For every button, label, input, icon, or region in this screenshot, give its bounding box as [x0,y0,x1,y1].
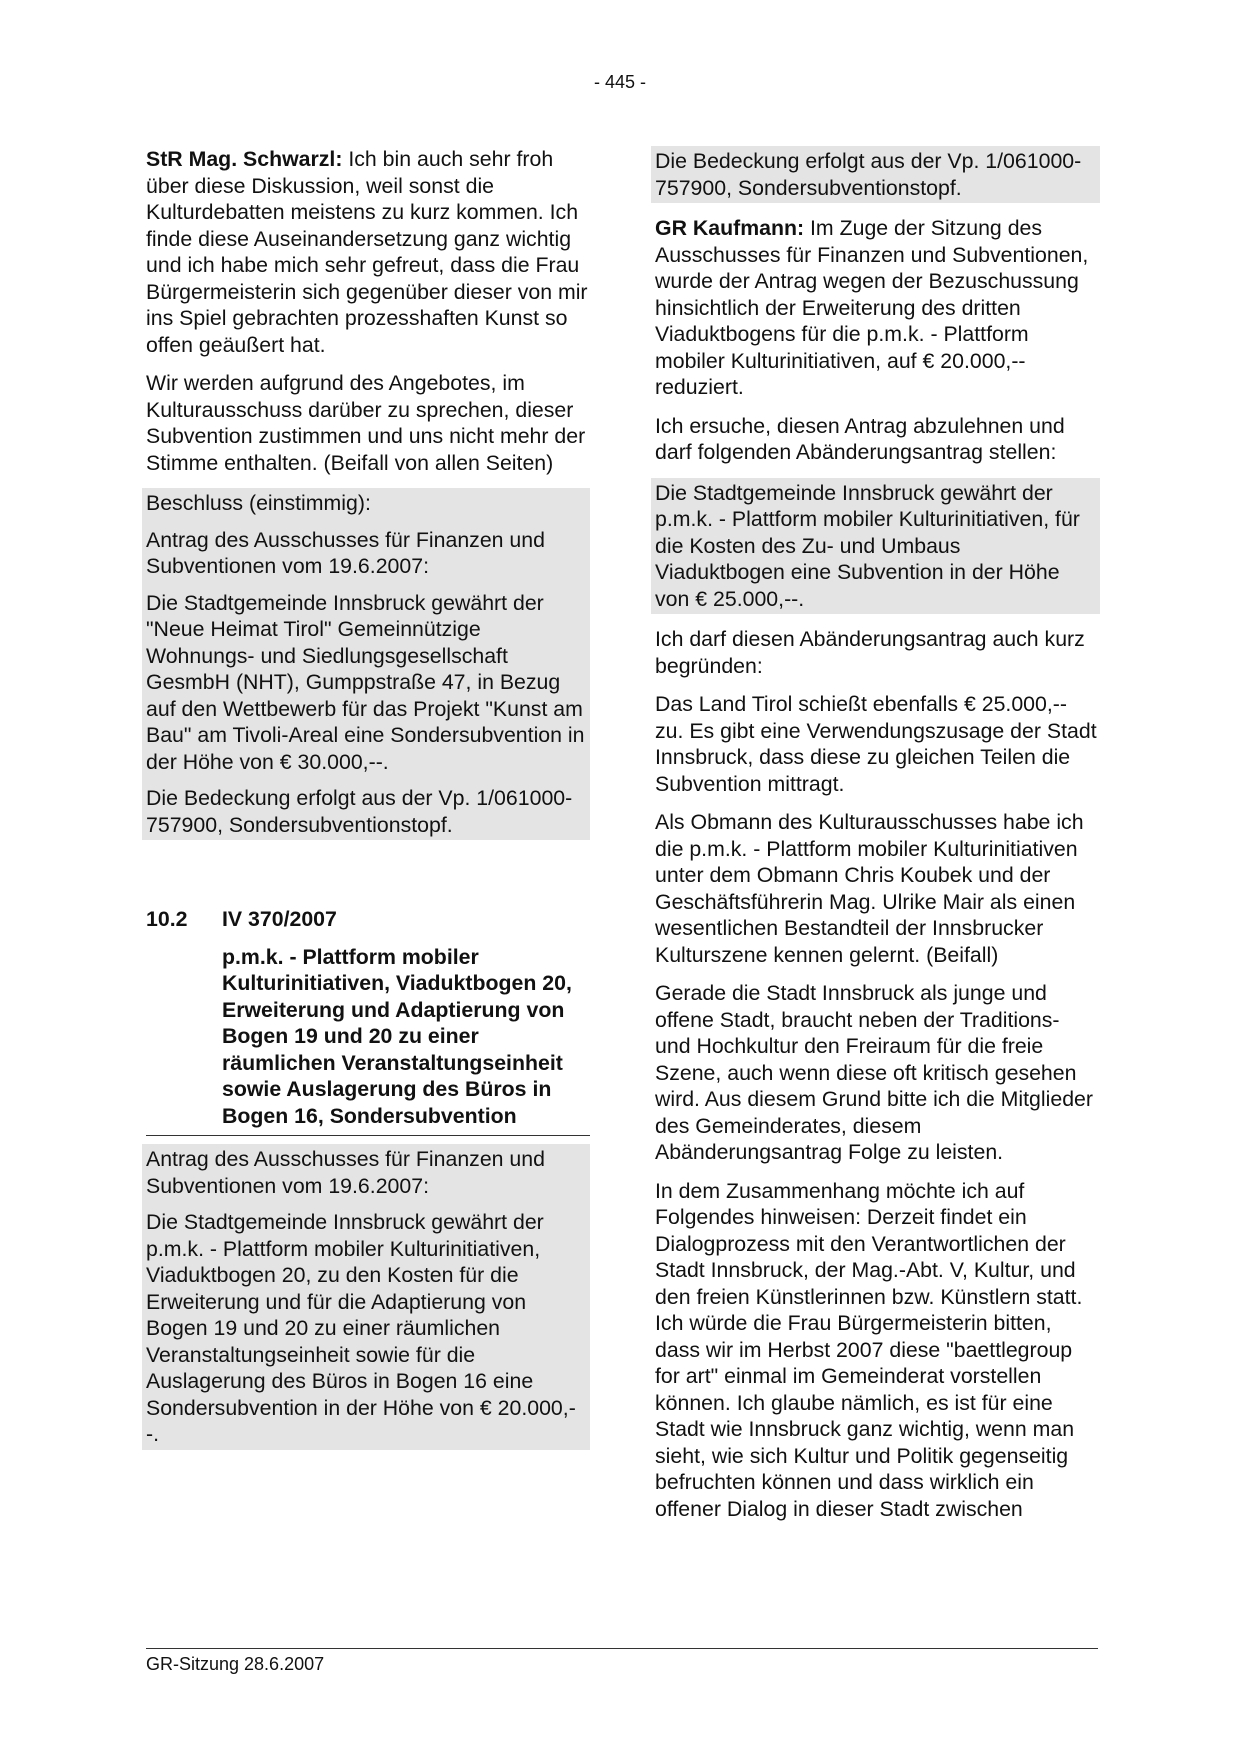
resolution-text: Die Stadtgemeinde Innsbruck gewährt der "Neue Heimat Tirol" Gemeinnützige Wohnungs- und Siedlungsgesellschaft GesmbH (NHT), Gumppstraße 47, in Bezug auf den Wettbewerb für das Projekt "Kunst am Bau" am Tivoli-Areal eine Sondersubvention in der Höhe von € 30.000,--. [146,590,585,774]
speaker-name: GR Kaufmann: [655,216,805,240]
paragraph: Als Obmann des Kulturausschusses habe ich die p.m.k. - Plattform mobiler Kulturinitiativen unter dem Obmann Chris Koubek und der Geschäftsführerin Mag. Ulrike Mair als einen wesentlichen Bestandteil der Innsbrucker Kulturszene kennen gelernt. (Beifall) [655,810,1084,967]
resolution-heading: Beschluss (einstimmig): [146,491,371,515]
funding-box [651,146,1100,203]
left-column [146,146,590,1462]
statement-continuation: Wir werden aufgrund des Angebotes, im Kulturausschuss darüber zu sprechen, dieser Subvention zustimmen und uns nicht mehr der Stimme enthalten. (Beifall von allen Seiten) [146,371,586,475]
footer-divider [146,1648,1098,1649]
motion-box [142,1144,590,1450]
amendment-box [651,478,1100,615]
motion-heading: Antrag des Ausschusses für Finanzen und Subventionen vom 19.6.2007: [146,1147,545,1198]
paragraph: Ich darf diesen Abänderungsantrag auch kurz begründen: [655,627,1085,678]
statement-schwarzl [146,146,590,358]
amendment-text: Die Stadtgemeinde Innsbruck gewährt der p.m.k. - Plattform mobiler Kulturinitiativen, für die Kosten des Zu- und Umbaus Viaduktbogen eine Subvention in der Höhe von € 25.000,--. [655,480,1080,611]
agenda-reference: IV 370/2007 [222,907,337,931]
divider [146,1135,590,1136]
resolution-funding: Die Bedeckung erfolgt aus der Vp. 1/061000-757900, Sondersubventionstopf. [146,786,573,837]
paragraph: Das Land Tirol schießt ebenfalls € 25.000,-- zu. Es gibt eine Verwendungszusage der Stadt Innsbruck, dass diese zu gleichen Teilen die Subvention mittragt. [655,692,1097,796]
resolution-motion: Antrag des Ausschusses für Finanzen und Subventionen vom 19.6.2007: [146,527,545,578]
paragraph: In dem Zusammenhang möchte ich auf Folgendes hinweisen: Derzeit findet ein Dialogprozess mit den Verantwortlichen der Stadt Innsbruck, der Mag.-Abt. V, Kultur, und den freien Künstlerinnen bzw. Künstlern statt. Ich würde die Frau Bürgermeisterin bitten, dass wir im Herbst 2007 diese "baettlegroup for art" einmal im Gemeinderat vorstellen können. Ich glaube nämlich, es ist für eine Stadt wie Innsbruck ganz wichtig, wenn man sieht, wie sich Kultur und Politik gegenseitig befruchten können und dass wirklich ein offener Dialog in dieser Stadt zwischen [655,1178,1083,1521]
agenda-number: 10.2 [146,907,188,931]
agenda-item-heading [146,906,590,933]
motion-text: Die Stadtgemeinde Innsbruck gewährt der p.m.k. - Plattform mobiler Kulturinitiativen, Viaduktbogen 20, zu den Kosten für die Erweiterung und für die Adaptierung von Bogen 19 und 20 zu einer räumlichen Veranstaltungseinheit sowie für die Auslagerung des Büros in Bogen 16 eine Sondersubvention in der Höhe von € 20.000,--. [146,1210,576,1446]
amendment-request: Ich ersuche, diesen Antrag abzulehnen und darf folgenden Abänderungsantrag stellen: [655,413,1065,464]
funding-text: Die Bedeckung erfolgt aus der Vp. 1/061000-757900, Sondersubventionstopf. [655,149,1082,200]
statement-kaufmann [655,215,1100,401]
agenda-title: p.m.k. - Plattform mobiler Kulturinitiativen, Viaduktbogen 20, Erweiterung und Adaptierung von Bogen 19 und 20 zu einer räumlichen Veranstaltungseinheit sowie Auslagerung des Büros in Bogen 16, Sondersubvention [222,944,572,1128]
footer-text: GR-Sitzung 28.6.2007 [146,1654,325,1674]
resolution-box [142,488,590,840]
statement-text: Im Zuge der Sitzung des Ausschusses für Finanzen und Subventionen, wurde der Antrag wegen der Bezuschussung hinsichtlich der Erweiterung des dritten Viaduktbogens für die p.m.k. - Plattform mobiler Kulturinitiativen, auf € 20.000,-- reduziert. [655,216,1089,399]
right-column [655,146,1100,1534]
page-number: - 445 - [593,72,647,92]
speaker-name: StR Mag. Schwarzl: [146,147,343,171]
statement-text: Ich bin auch sehr froh über diese Diskussion, weil sonst die Kulturdebatten meistens zu kurz kommen. Ich finde diese Auseinandersetzung ganz wichtig und ich habe mich sehr gefreut, dass die Frau Bürgermeisterin sich gegenüber dieser von mir ins Spiel gebrachten prozesshaften Kunst so offen geäußert hat. [146,147,588,357]
paragraph: Gerade die Stadt Innsbruck als junge und offene Stadt, braucht neben der Traditions- und Hochkultur den Freiraum für die freie Szene, auch wenn diese oft kritisch gesehen wird. Aus diesem Grund bitte ich die Mitglieder des Gemeinderates, diesem Abänderungsantrag Folge zu leisten. [655,981,1093,1164]
